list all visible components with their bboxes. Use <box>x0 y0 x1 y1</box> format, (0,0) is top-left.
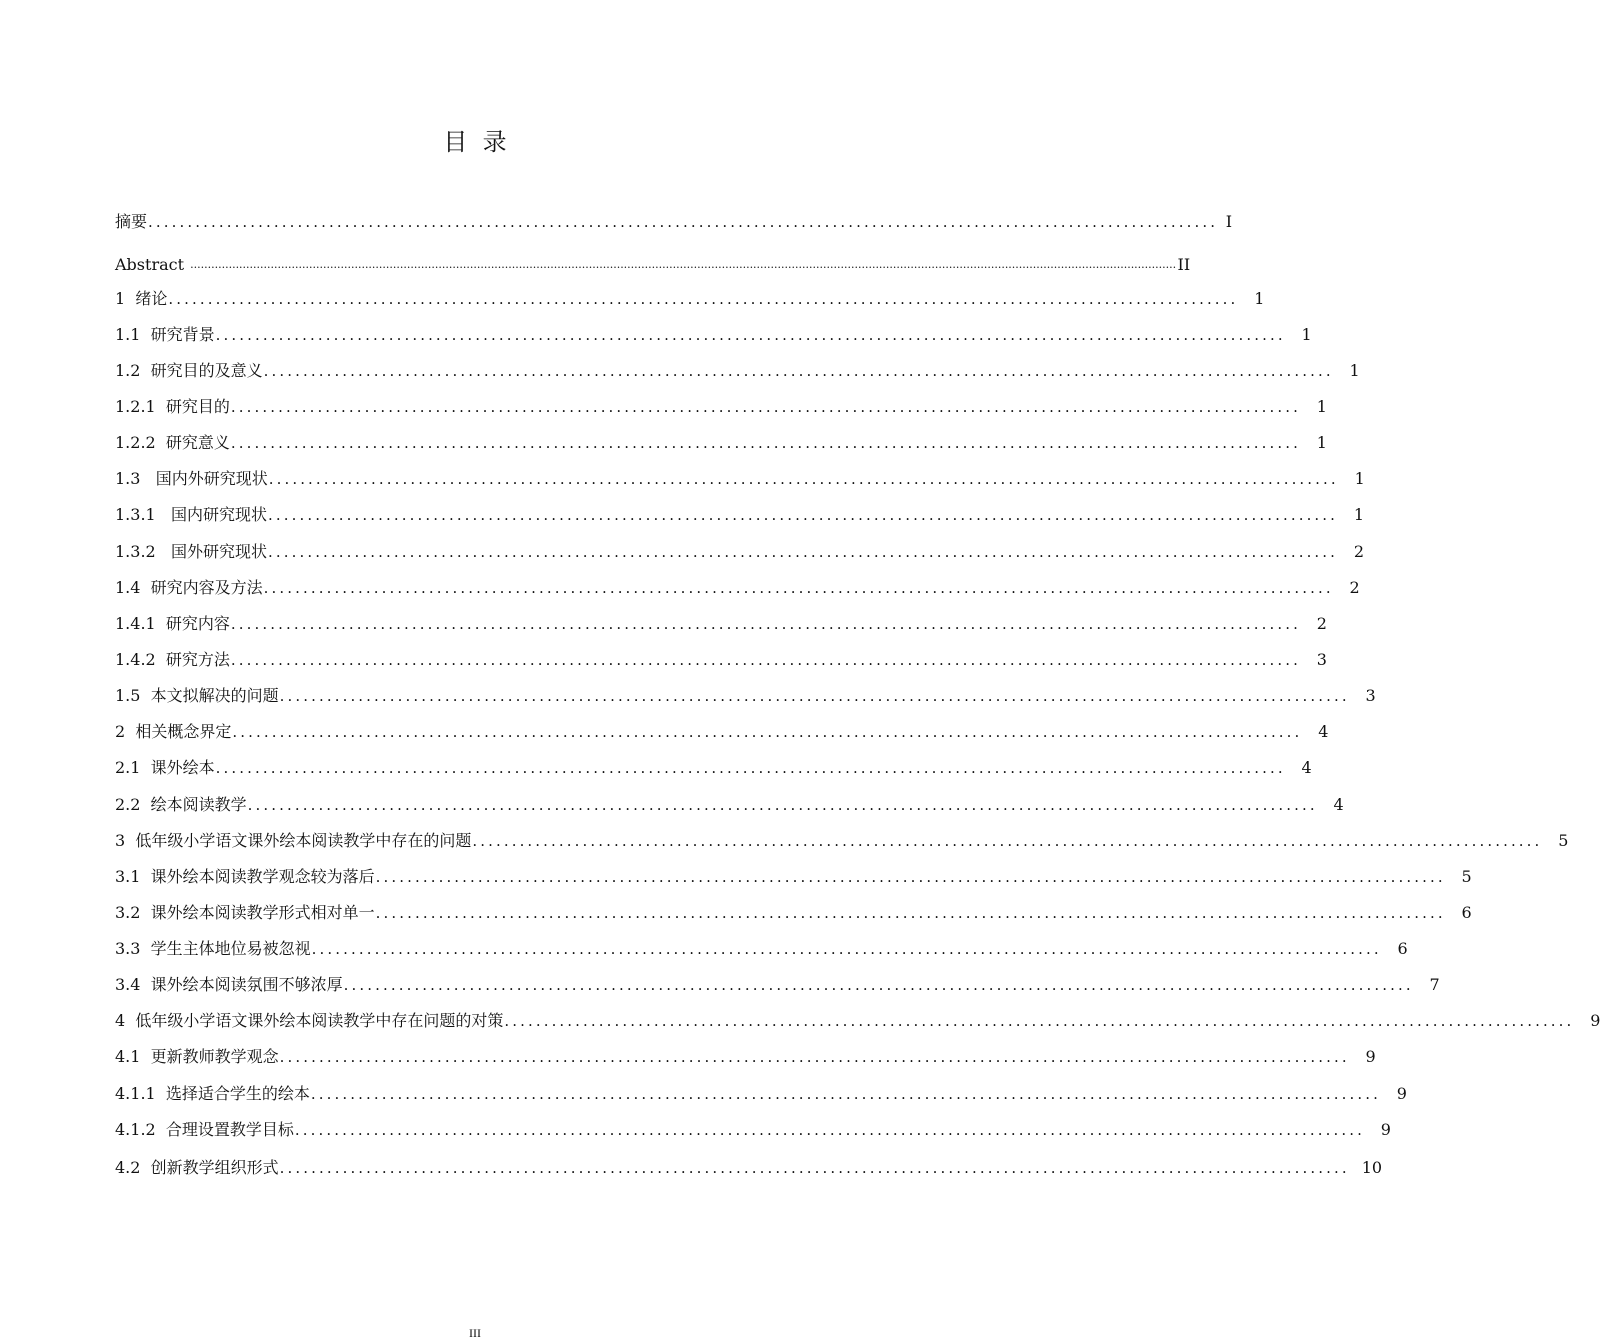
toc-entry-page: II <box>1177 255 1191 274</box>
toc-entry-label: 3.2 课外绘本阅读教学形式相对单一 <box>115 903 375 922</box>
toc-entry-label: 4.1.2 合理设置教学目标 <box>115 1120 294 1139</box>
toc-entry[interactable] <box>115 612 1327 636</box>
toc-entry[interactable] <box>115 467 1365 491</box>
toc-entry[interactable] <box>115 684 1376 708</box>
toc-entry-label: Abstract <box>115 255 190 274</box>
toc-leader-dots: .......................................................................................................................................................................................................................................................................................... <box>190 258 1177 271</box>
toc-entry-page: 1 <box>1354 469 1365 488</box>
toc-entry-page: 1 <box>1353 505 1365 524</box>
toc-entry-page: 3 <box>1365 686 1376 705</box>
toc-leader-dots: ........................................................................................................................................ <box>311 940 1382 958</box>
toc-entry-page: 9 <box>1396 1084 1407 1103</box>
toc-leader-dots: ........................................................................................................................................ <box>230 434 1301 452</box>
toc-entry-page: 9 <box>1590 1011 1600 1030</box>
toc-leader-dots: ........................................................................................................................................ <box>230 651 1301 669</box>
toc-entry-label: 2 相关概念界定 <box>115 722 232 741</box>
toc-entry[interactable] <box>115 793 1344 817</box>
toc-leader-dots: ........................................................................................................................................ <box>310 1085 1381 1103</box>
toc-entry-label: 1.2.1 研究目的 <box>115 397 230 416</box>
toc-entry-page: 4 <box>1301 758 1312 777</box>
toc-entry-label: 1.2.2 研究意义 <box>115 433 230 452</box>
toc-leader-dots: ........................................................................................................................................ <box>247 796 1318 814</box>
toc-entry-page: 6 <box>1461 903 1472 922</box>
toc-leader-dots: ........................................................................................................................................ <box>267 506 1339 524</box>
toc-entry[interactable] <box>115 395 1327 419</box>
toc-entry-label: 1.1 研究背景 <box>115 325 215 344</box>
toc-entry-page: 6 <box>1397 939 1408 958</box>
toc-leader-dots: ........................................................................................................................................ <box>230 398 1301 416</box>
toc-entry-page: 9 <box>1380 1120 1391 1139</box>
toc-entry-label: 1 绪论 <box>115 289 168 308</box>
toc-entry-label: 1.2 研究目的及意义 <box>115 361 263 380</box>
toc-entry-page: 3 <box>1316 650 1327 669</box>
toc-leader-dots: ........................................................................................................................................ <box>148 213 1219 231</box>
toc-leader-dots: ........................................................................................................................................ <box>504 1012 1575 1030</box>
toc-leader-dots: ........................................................................................................................................ <box>279 1159 1350 1177</box>
toc-leader-dots: ........................................................................................................................................ <box>343 976 1414 994</box>
toc-entry[interactable] <box>115 829 1569 853</box>
toc-entry-label: 4.1 更新教师教学观念 <box>115 1047 279 1066</box>
toc-entry-label: 2.2 绘本阅读教学 <box>115 795 247 814</box>
toc-entry-page: 4 <box>1333 795 1344 814</box>
toc-leader-dots: ........................................................................................................................................ <box>168 290 1239 308</box>
toc-leader-dots: ........................................................................................................................................ <box>294 1121 1365 1139</box>
toc-entry-page: 2 <box>1349 578 1360 597</box>
toc-entry[interactable] <box>115 865 1472 889</box>
toc-leader-dots: ........................................................................................................................................ <box>263 362 1334 380</box>
toc-entry[interactable] <box>115 287 1265 311</box>
toc-entry-page: 1 <box>1349 361 1360 380</box>
toc-entry-page: 5 <box>1558 831 1569 850</box>
toc-entry-label: 4.1.1 选择适合学生的绘本 <box>115 1084 310 1103</box>
toc-entry-label: 3.1 课外绘本阅读教学观念较为落后 <box>115 867 375 886</box>
toc-entry[interactable] <box>115 540 1365 564</box>
toc-leader-dots: ........................................................................................................................................ <box>268 470 1339 488</box>
toc-entry-page: 10 <box>1361 1158 1383 1177</box>
toc-entry[interactable] <box>115 253 1191 277</box>
toc-entry[interactable] <box>115 973 1440 997</box>
toc-entry-page: 1 <box>1316 397 1327 416</box>
toc-leader-dots: ........................................................................................................................................ <box>230 615 1301 633</box>
toc-entry-page: 2 <box>1353 542 1365 561</box>
toc-entry-label: 2.1 课外绘本 <box>115 758 215 777</box>
toc-entry[interactable] <box>115 1045 1376 1069</box>
page-title: 目 录 <box>443 128 507 156</box>
toc-entry-page: 4 <box>1318 722 1329 741</box>
toc-entry[interactable] <box>115 1082 1407 1106</box>
toc-entry-page: 9 <box>1365 1047 1376 1066</box>
toc-entry[interactable] <box>115 431 1327 455</box>
toc-entry-label: 3.3 学生主体地位易被忽视 <box>115 939 311 958</box>
toc-entry-page: 7 <box>1429 975 1440 994</box>
toc-entry-page: 5 <box>1461 867 1472 886</box>
toc-entry[interactable] <box>115 210 1233 234</box>
toc-leader-dots: ........................................................................................................................................ <box>279 687 1350 705</box>
toc-entry-label: 1.3.1 国内研究现状 <box>115 505 267 524</box>
toc-entry[interactable] <box>115 720 1329 744</box>
toc-entry-label: 1.5 本文拟解决的问题 <box>115 686 279 705</box>
toc-entry-label: 摘要 <box>115 212 148 231</box>
page-number: III <box>469 1326 481 1340</box>
toc-entry-label: 3.4 课外绘本阅读氛围不够浓厚 <box>115 975 343 994</box>
toc-entry[interactable] <box>115 1118 1391 1142</box>
toc-entry[interactable] <box>115 648 1327 672</box>
toc-entry-page: 1 <box>1301 325 1312 344</box>
toc-entry-label: 1.3.2 国外研究现状 <box>115 542 267 561</box>
toc-leader-dots: ........................................................................................................................................ <box>375 904 1446 922</box>
toc-entry-label: 3 低年级小学语文课外绘本阅读教学中存在的问题 <box>115 831 472 850</box>
toc-entry[interactable] <box>115 937 1408 961</box>
toc-entry[interactable] <box>115 359 1360 383</box>
toc-entry-label: 1.3 国内外研究现状 <box>115 469 268 488</box>
toc-leader-dots: ........................................................................................................................................ <box>263 579 1334 597</box>
toc-entry-label: 1.4.2 研究方法 <box>115 650 230 669</box>
toc-leader-dots: ........................................................................................................................................ <box>279 1048 1350 1066</box>
toc-entry-page: I <box>1225 212 1233 231</box>
toc-entry[interactable] <box>115 576 1360 600</box>
toc-entry[interactable] <box>115 503 1365 527</box>
toc-entry[interactable] <box>115 1156 1383 1180</box>
toc-leader-dots: ........................................................................................................................................ <box>232 723 1303 741</box>
toc-entry[interactable] <box>115 901 1472 925</box>
toc-entry[interactable] <box>115 756 1312 780</box>
toc-entry[interactable] <box>115 1009 1600 1033</box>
toc-entry-label: 4.2 创新教学组织形式 <box>115 1158 279 1177</box>
toc-leader-dots: ........................................................................................................................................ <box>375 868 1446 886</box>
toc-leader-dots: ........................................................................................................................................ <box>215 759 1286 777</box>
toc-leader-dots: ........................................................................................................................................ <box>472 832 1543 850</box>
toc-entry-page: 1 <box>1316 433 1327 452</box>
toc-entry[interactable] <box>115 323 1312 347</box>
toc-entry-label: 1.4.1 研究内容 <box>115 614 230 633</box>
toc-leader-dots: ........................................................................................................................................ <box>215 326 1286 344</box>
toc-entry-page: 2 <box>1316 614 1327 633</box>
toc-entry-label: 1.4 研究内容及方法 <box>115 578 263 597</box>
toc-entry-page: 1 <box>1254 289 1265 308</box>
toc-leader-dots: ........................................................................................................................................ <box>267 543 1339 561</box>
toc-entry-label: 4 低年级小学语文课外绘本阅读教学中存在问题的对策 <box>115 1011 504 1030</box>
